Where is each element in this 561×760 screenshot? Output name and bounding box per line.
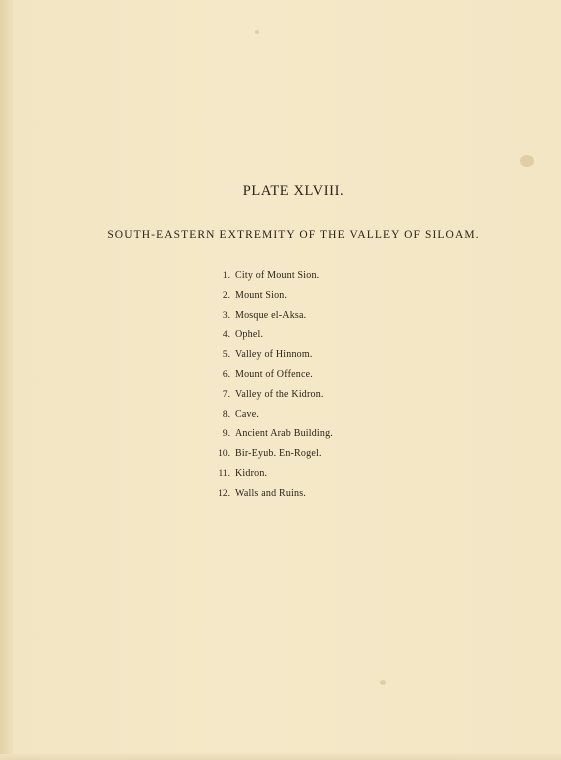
item-label: Valley of Hinnom.: [235, 349, 313, 361]
item-number: 1.: [222, 271, 230, 281]
list-item: [200, 488, 333, 508]
list-item: [200, 310, 333, 330]
item-number: 10.: [218, 449, 230, 460]
item-label: Kidron.: [235, 467, 268, 479]
list-item: [200, 290, 333, 310]
paper-speck: [255, 30, 259, 34]
item-label: Walls and Ruins.: [235, 487, 307, 499]
item-number: 2.: [222, 290, 230, 301]
item-label: Valley of the Kidron.: [235, 388, 324, 400]
item-label: City of Mount Sion.: [235, 270, 320, 281]
paper-speck: [520, 155, 534, 167]
item-number: 5.: [222, 350, 230, 361]
plate-title: PLATE XLVIII.: [242, 183, 345, 199]
item-number: 3.: [222, 310, 230, 321]
plate-subtitle: SOUTH-EASTERN EXTREMITY OF THE VALLEY OF SILOAM.: [107, 229, 480, 241]
item-number: 7.: [222, 389, 230, 400]
list-item: [200, 349, 333, 369]
item-label: Ophel.: [235, 329, 264, 341]
item-label: Mount Sion.: [235, 289, 288, 301]
item-label: Bir-Eyub. En-Rogel.: [235, 448, 322, 460]
item-number: 12.: [218, 488, 230, 499]
list-item: [200, 409, 333, 429]
list-item: [200, 270, 333, 290]
item-number: 6.: [222, 369, 230, 380]
bottom-edge: [0, 754, 561, 760]
list-item: [200, 428, 333, 448]
binding-edge: [0, 0, 13, 760]
legend-list: [200, 270, 333, 508]
list-item: [200, 448, 333, 468]
paper-speck: [380, 680, 386, 685]
list-item: [200, 369, 333, 389]
item-number: 11.: [218, 468, 230, 479]
item-label: Mosque el-Aksa.: [235, 309, 307, 321]
item-number: 8.: [222, 409, 230, 420]
list-item: [200, 389, 333, 409]
item-number: 4.: [222, 330, 230, 341]
list-item: [200, 329, 333, 349]
item-number: 9.: [222, 429, 230, 440]
item-label: Cave.: [235, 408, 260, 420]
item-label: Mount of Offence.: [235, 368, 313, 380]
item-label: Ancient Arab Building.: [235, 428, 333, 440]
list-item: [200, 468, 333, 488]
